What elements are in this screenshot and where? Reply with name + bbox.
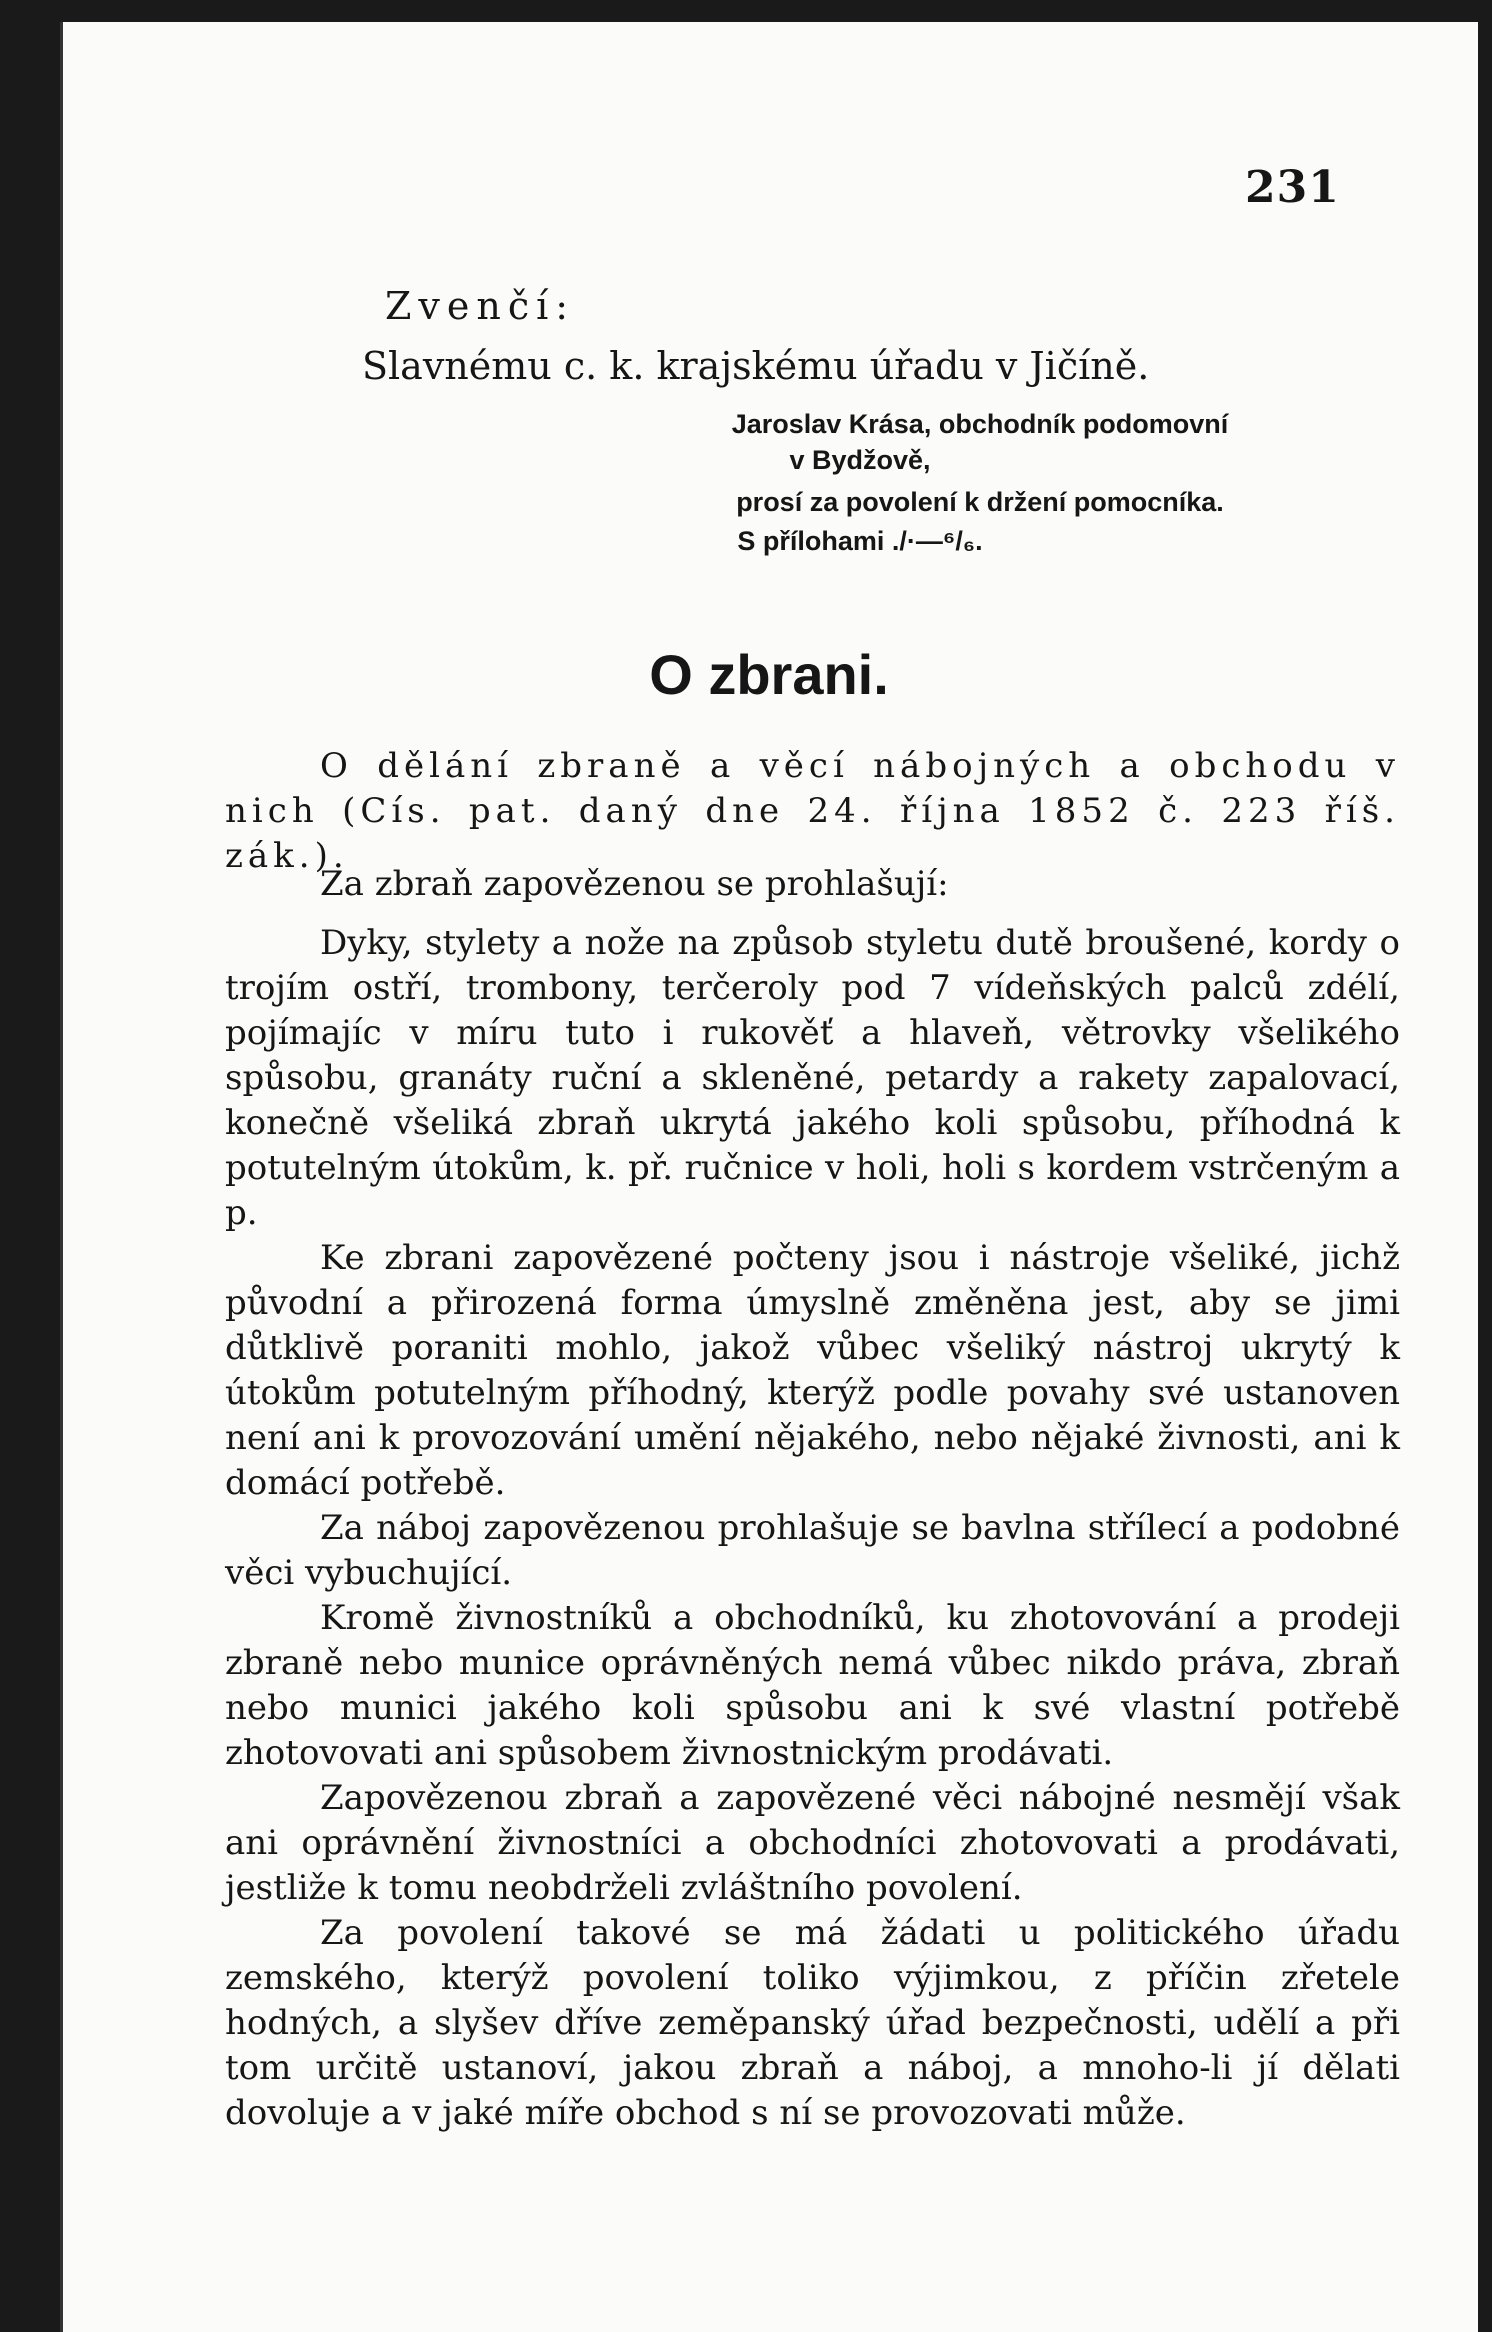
page-edge — [60, 22, 63, 2332]
address-recipient: Slavnému c. k. krajskému úřadu v Jičíně. — [362, 344, 1150, 388]
section-heading: O zbrani. — [649, 643, 889, 706]
address-label: Zvenčí: — [385, 284, 576, 328]
paragraph-7: Za povolení takové se má žádati u politického úřadu zemského, kterýž povolení toliko výjimkou, z příčin zřetele hodných, a slyšev dříve zeměpanský úřad bezpečnosti, udělí a při tom určitě ustanoví, jakou zbraň a náboj, a mnoho-li jí dělati dovoluje a v jaké míře obchod s ní se provozovati může. — [225, 1913, 1400, 2133]
paragraph-1: Za zbraň zapovězenou se prohlašují: — [320, 864, 949, 904]
paragraph-5: Kromě živnostníků a obchodníků, ku zhotovování a prodeji zbraně nebo munice oprávněných nemá vůbec nikdo práva, zbraň nebo munici jakého koli spůsobu ani k své vlastní potřebě zhotovovati ani spůsobem živnostnickým prodávati. — [225, 1598, 1400, 1773]
request-line: prosí za povolení k držení pomocníka. — [736, 487, 1224, 517]
intro-text: O dělání zbraně a věcí nábojných a obchodu v nich (Cís. pat. daný dne 24. října 1852 č. 223 říš. zák.). — [225, 746, 1400, 876]
sender-line-1: Jaroslav Krása, obchodník podomovní — [731, 409, 1229, 439]
sender-line-2: v Bydžově, — [789, 445, 931, 475]
attachments-line: S přílohami ./·—⁶/₆. — [737, 526, 983, 556]
paragraph-3: Ke zbrani zapovězené počteny jsou i nástroje všeliké, jichž původní a přirozená forma úmyslně změněna jest, aby se jimi důtklivě poraniti mohlo, jakož vůbec všeliký nástroj ukrytý k útokům potutelným příhodný, kterýž podle povahy své ustanoven není ani k provozování umění nějakého, nebo nějaké živnosti, ani k domácí potřebě. — [225, 1238, 1400, 1503]
intro-paragraph — [225, 744, 1400, 879]
paragraph-4: Za náboj zapovězenou prohlašuje se bavlna střílecí a podobné věci vybuchující. — [225, 1508, 1400, 1593]
paragraph-2: Dyky, stylety a nože na způsob styletu dutě broušené, kordy o trojím ostří, trombony, terčeroly pod 7 vídeňských palců zdélí, pojímajíc v míru tuto i rukověť a hlaveň, větrovky všelikého spůsobu, granáty ruční a skleněné, petardy a rakety zapalovací, konečně všeliká zbraň ukrytá jakého koli spůsobu, příhodná k potutelným útokům, k. př. ručnice v holi, holi s kordem vstrčeným a p. — [225, 923, 1400, 1233]
paragraph-6: Zapovězenou zbraň a zapovězené věci nábojné nesmějí však ani oprávnění živnostníci a obchodníci zhotovovati a prodávati, jestliže k tomu neobdrželi zvláštního povolení. — [225, 1778, 1400, 1908]
page-number: 231 — [1245, 162, 1340, 213]
body-text — [225, 862, 1400, 2136]
book-page — [60, 22, 1478, 2332]
